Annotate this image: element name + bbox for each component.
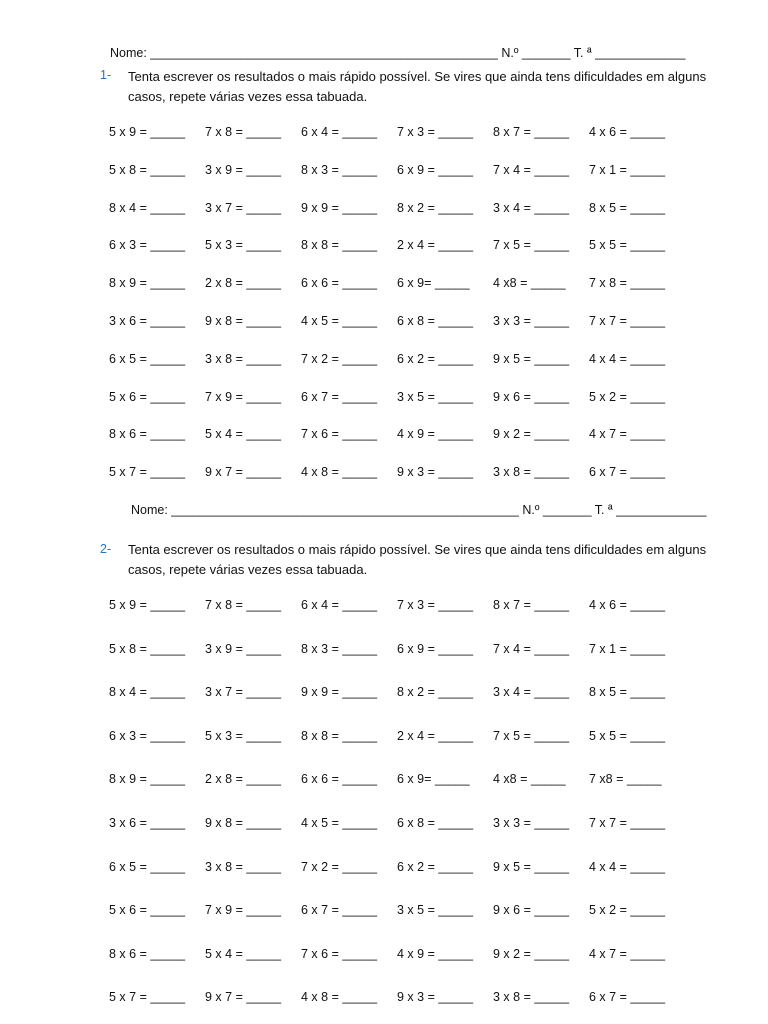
problem-cell[interactable]: 3 x 8 = _____ — [205, 859, 282, 874]
problem-cell[interactable]: 2 x 8 = _____ — [205, 772, 282, 787]
problem-cell[interactable]: 8 x 4 = _____ — [109, 200, 186, 215]
problem-cell[interactable]: 4 x 7 = _____ — [589, 946, 666, 961]
problem-cell[interactable]: 3 x 9 = _____ — [205, 162, 282, 177]
problem-cell[interactable]: 8 x 6 = _____ — [109, 946, 186, 961]
problem-cell[interactable]: 9 x 3 = _____ — [397, 990, 474, 1005]
problem-cell[interactable]: 6 x 3 = _____ — [109, 728, 186, 743]
problem-cell[interactable]: 8 x 2 = _____ — [397, 200, 474, 215]
problem-cell[interactable]: 8 x 9 = _____ — [109, 772, 186, 787]
problem-cell[interactable]: 7 x 5 = _____ — [493, 238, 570, 253]
problem-cell[interactable]: 4 x 4 = _____ — [589, 351, 666, 366]
problem-cell[interactable]: 6 x 9 = _____ — [397, 641, 474, 656]
problem-cell[interactable]: 5 x 5 = _____ — [589, 728, 666, 743]
problem-cell[interactable]: 7 x 7 = _____ — [589, 816, 666, 830]
problem-cell[interactable]: 9 x 3 = _____ — [397, 465, 474, 480]
problem-cell[interactable]: 5 x 3 = _____ — [205, 238, 282, 253]
problem-cell[interactable]: 7 x 5 = _____ — [493, 728, 570, 743]
problem-cell[interactable]: 7 x 3 = _____ — [397, 598, 474, 612]
problem-cell[interactable]: 3 x 3 = _____ — [493, 816, 570, 830]
problem-cell[interactable]: 2 x 4 = _____ — [397, 238, 474, 253]
problem-cell[interactable]: 8 x 7 = _____ — [493, 125, 570, 139]
problem-cell[interactable]: 7 x 3 = _____ — [397, 125, 474, 139]
problem-cell[interactable]: 3 x 7 = _____ — [205, 200, 282, 215]
problem-cell[interactable]: 7 x 2 = _____ — [301, 351, 378, 366]
problem-cell[interactable]: 4 x8 = _____ — [493, 276, 566, 291]
problem-cell[interactable]: 3 x 9 = _____ — [205, 641, 282, 656]
problem-cell[interactable]: 4 x8 = _____ — [493, 772, 566, 787]
problem-cell[interactable]: 6 x 6 = _____ — [301, 772, 378, 787]
problem-cell[interactable]: 5 x 9 = _____ — [109, 598, 186, 612]
problem-cell[interactable]: 4 x 6 = _____ — [589, 598, 666, 612]
problem-cell[interactable]: 3 x 4 = _____ — [493, 200, 570, 215]
problem-cell[interactable]: 5 x 8 = _____ — [109, 641, 186, 656]
problem-cell[interactable]: 6 x 5 = _____ — [109, 351, 186, 366]
problem-cell[interactable]: 3 x 4 = _____ — [493, 685, 570, 700]
problem-cell[interactable]: 4 x 5 = _____ — [301, 816, 378, 830]
problem-cell[interactable]: 6 x 4 = _____ — [301, 125, 378, 139]
problem-cell[interactable]: 9 x 9 = _____ — [301, 685, 378, 700]
problem-cell[interactable]: 6 x 8 = _____ — [397, 816, 474, 830]
problem-cell[interactable]: 8 x 6 = _____ — [109, 427, 186, 442]
problem-cell[interactable]: 5 x 2 = _____ — [589, 903, 666, 918]
problem-cell[interactable]: 7 x 9 = _____ — [205, 389, 282, 404]
problem-cell[interactable]: 5 x 4 = _____ — [205, 946, 282, 961]
problem-cell[interactable]: 8 x 7 = _____ — [493, 598, 570, 612]
problem-cell[interactable]: 7 x 6 = _____ — [301, 427, 378, 442]
problem-cell[interactable]: 7 x 4 = _____ — [493, 641, 570, 656]
problem-cell[interactable]: 5 x 7 = _____ — [109, 465, 186, 480]
problem-cell[interactable]: 3 x 3 = _____ — [493, 314, 570, 328]
problem-cell[interactable]: 9 x 7 = _____ — [205, 465, 282, 480]
problem-cell[interactable]: 8 x 4 = _____ — [109, 685, 186, 700]
problem-cell[interactable]: 4 x 8 = _____ — [301, 990, 378, 1005]
problem-cell[interactable]: 8 x 5 = _____ — [589, 685, 666, 700]
problem-cell[interactable]: 9 x 7 = _____ — [205, 990, 282, 1005]
problem-cell[interactable]: 9 x 2 = _____ — [493, 946, 570, 961]
problem-cell[interactable]: 4 x 9 = _____ — [397, 427, 474, 442]
problem-cell[interactable]: 8 x 3 = _____ — [301, 162, 378, 177]
problem-cell[interactable]: 4 x 4 = _____ — [589, 859, 666, 874]
problem-cell[interactable]: 7 x 1 = _____ — [589, 162, 666, 177]
problem-cell[interactable]: 6 x 7 = _____ — [301, 903, 378, 918]
problem-cell[interactable]: 9 x 5 = _____ — [493, 859, 570, 874]
problem-cell[interactable]: 4 x 7 = _____ — [589, 427, 666, 442]
problem-cell[interactable]: 6 x 5 = _____ — [109, 859, 186, 874]
problem-cell[interactable]: 5 x 5 = _____ — [589, 238, 666, 253]
exercise-number: 1- — [100, 68, 112, 82]
problem-cell[interactable]: 5 x 7 = _____ — [109, 990, 186, 1005]
problem-cell[interactable]: 2 x 8 = _____ — [205, 276, 282, 291]
problem-cell[interactable]: 6 x 9 = _____ — [397, 162, 474, 177]
problem-cell[interactable]: 7 x8 = _____ — [589, 772, 662, 787]
problem-cell[interactable]: 5 x 4 = _____ — [205, 427, 282, 442]
problem-cell[interactable]: 9 x 8 = _____ — [205, 816, 282, 830]
problem-cell[interactable]: 5 x 6 = _____ — [109, 389, 186, 404]
problem-cell[interactable]: 6 x 2 = _____ — [397, 859, 474, 874]
problem-cell[interactable]: 6 x 7 = _____ — [589, 465, 666, 480]
problem-cell[interactable]: 6 x 9= _____ — [397, 772, 470, 787]
problem-cell[interactable]: 3 x 8 = _____ — [205, 351, 282, 366]
name-line[interactable]: Nome: __________________________________________________ N.º _______ T. ª _____________ — [131, 503, 707, 517]
problem-cell[interactable]: 6 x 9= _____ — [397, 276, 470, 291]
problem-cell[interactable]: 8 x 2 = _____ — [397, 685, 474, 700]
problem-cell[interactable]: 3 x 5 = _____ — [397, 903, 474, 918]
instructions: Tenta escrever os resultados o mais rápido possível. Se vires que ainda tens dificuldades em alguns casos, repete várias vezes essa tabuada. — [128, 69, 707, 104]
problem-cell[interactable]: 9 x 9 = _____ — [301, 200, 378, 215]
exercise-number: 2- — [100, 542, 112, 556]
problem-cell[interactable]: 5 x 2 = _____ — [589, 389, 666, 404]
problem-cell[interactable]: 7 x 6 = _____ — [301, 946, 378, 961]
problem-cell[interactable]: 3 x 6 = _____ — [109, 816, 186, 830]
problem-cell[interactable]: 3 x 8 = _____ — [493, 465, 570, 480]
problem-cell[interactable]: 5 x 8 = _____ — [109, 162, 186, 177]
problem-cell[interactable]: 6 x 6 = _____ — [301, 276, 378, 291]
problem-cell[interactable]: 7 x 2 = _____ — [301, 859, 378, 874]
problem-cell[interactable]: 3 x 7 = _____ — [205, 685, 282, 700]
problem-cell[interactable]: 9 x 6 = _____ — [493, 389, 570, 404]
instructions: Tenta escrever os resultados o mais rápido possível. Se vires que ainda tens dificuldades em alguns casos, repete várias vezes essa tabuada. — [128, 542, 707, 577]
problem-cell[interactable]: 3 x 8 = _____ — [493, 990, 570, 1005]
problem-cell[interactable]: 6 x 3 = _____ — [109, 238, 186, 253]
problem-cell[interactable]: 6 x 7 = _____ — [301, 389, 378, 404]
name-line[interactable]: Nome: __________________________________________________ N.º _______ T. ª _____________ — [110, 46, 686, 60]
problem-cell[interactable]: 7 x 7 = _____ — [589, 314, 666, 328]
problem-cell[interactable]: 4 x 5 = _____ — [301, 314, 378, 328]
problem-cell[interactable]: 9 x 5 = _____ — [493, 351, 570, 366]
problem-cell[interactable]: 6 x 8 = _____ — [397, 314, 474, 328]
problem-cell[interactable]: 8 x 8 = _____ — [301, 728, 378, 743]
problem-cell[interactable]: 6 x 2 = _____ — [397, 351, 474, 366]
problem-cell[interactable]: 5 x 3 = _____ — [205, 728, 282, 743]
problem-cell[interactable]: 8 x 3 = _____ — [301, 641, 378, 656]
problem-cell[interactable]: 8 x 8 = _____ — [301, 238, 378, 253]
problem-cell[interactable]: 5 x 9 = _____ — [109, 125, 186, 139]
problem-cell[interactable]: 7 x 8 = _____ — [205, 598, 282, 612]
problem-cell[interactable]: 2 x 4 = _____ — [397, 728, 474, 743]
problem-cell[interactable]: 4 x 8 = _____ — [301, 465, 378, 480]
problem-cell[interactable]: 4 x 6 = _____ — [589, 125, 666, 139]
problem-cell[interactable]: 8 x 5 = _____ — [589, 200, 666, 215]
problem-cell[interactable]: 9 x 2 = _____ — [493, 427, 570, 442]
problem-cell[interactable]: 9 x 6 = _____ — [493, 903, 570, 918]
problem-cell[interactable]: 7 x 8 = _____ — [205, 125, 282, 139]
problem-cell[interactable]: 7 x 4 = _____ — [493, 162, 570, 177]
problem-cell[interactable]: 4 x 9 = _____ — [397, 946, 474, 961]
problem-cell[interactable]: 3 x 6 = _____ — [109, 314, 186, 328]
problem-cell[interactable]: 6 x 4 = _____ — [301, 598, 378, 612]
problem-cell[interactable]: 3 x 5 = _____ — [397, 389, 474, 404]
problem-cell[interactable]: 8 x 9 = _____ — [109, 276, 186, 291]
problem-cell[interactable]: 7 x 8 = _____ — [589, 276, 666, 291]
problem-cell[interactable]: 5 x 6 = _____ — [109, 903, 186, 918]
problem-cell[interactable]: 7 x 1 = _____ — [589, 641, 666, 656]
problem-cell[interactable]: 6 x 7 = _____ — [589, 990, 666, 1005]
problem-cell[interactable]: 7 x 9 = _____ — [205, 903, 282, 918]
problem-cell[interactable]: 9 x 8 = _____ — [205, 314, 282, 328]
